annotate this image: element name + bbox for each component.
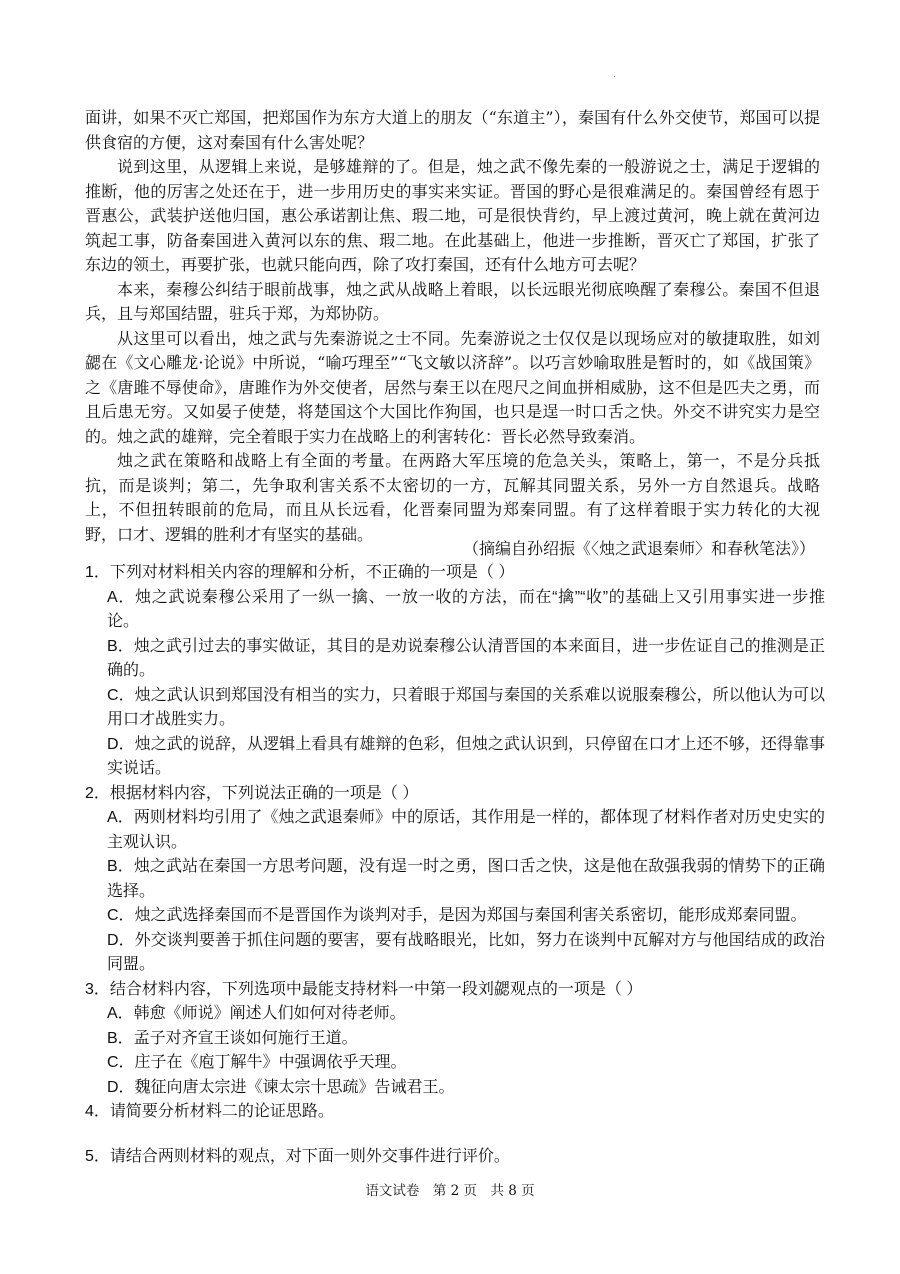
passage-paragraph-3: 本来，秦穆公纠结于眼前战事，烛之武从战略上着眼，以长远眼光彻底唤醒了秦穆公。秦国不但退兵，且与郑国结盟，驻兵于郑，为郑协防。 [85,279,820,323]
option-d: D．外交谈判要善于抓住问题的要害，要有战略眼光，比如，努力在谈判中瓦解对方与他国结成的政治同盟。 [107,931,825,973]
option-b: B．烛之武引过去的事实做证，其目的是劝说秦穆公认清晋国的本来面目，进一步佐证自己的推测是正确的。 [107,637,825,679]
passage-paragraph-5: 烛之武在策略和战略上有全面的考量。在两路大军压境的危急关头，策略上，第一，不是分兵抵抗，而是谈判；第二，先争取利害关系不太密切的一方，瓦解其同盟关系，另外一方自然退兵。战略上，不但扭转眼前的危局，而且从长远看，化晋秦同盟为郑秦同盟。有了这样着眼于实力转化的大视野，口才、逻辑的胜利才有坚实的基础。 [85,451,820,544]
question-stem: 2．根据材料内容，下列说法正确的一项是（ ） [85,784,419,802]
option-b: B．孟子对齐宣王谈如何施行王道。 [107,1029,358,1047]
option-a: A．韩愈《师说》阐述人们如何对待老师。 [107,1005,406,1022]
question-stem: 5．请结合两则材料的观点，对下面一则外交事件进行评价。 [85,1147,510,1165]
option-b: B．烛之武站在秦国一方思考问题，没有逞一时之勇，图口舌之快，这是他在敌强我弱的情势下的正确选择。 [107,858,825,900]
option-c: C．烛之武认识到郑国没有相当的实力，只着眼于郑国与秦国的关系难以说服秦穆公，所以他认为可以用口才战胜实力。 [107,686,825,728]
option-a: A．烛之武说秦穆公采用了一纵一擒、一放一收的方法，而在“擒”“收”的基础上又引用事实进一步推论。 [107,588,825,630]
question-4 [85,1100,825,1125]
question-stem: 1．下列对材料相关内容的理解和分析，不正确的一项是（ ） [85,564,515,581]
option-c: C．烛之武选择秦国而不是晋国作为谈判对手，是因为郑国与秦国利害关系密切，能形成郑秦同盟。 [107,907,807,924]
reading-passage [85,106,820,547]
passage-paragraph-4: 从这里可以看出，烛之武与先秦游说之士不同。先秦游说之士仅仅是以现场应对的敏捷取胜，如刘勰在《文心雕龙·论说》中所说，“喻巧理至”“飞文敏以济辞”。以巧言妙喻取胜是暂时的，如《战国策》之《唐雎不辱使命》，唐雎作为外交使者，居然与秦王以在咫尺之间血拼相威胁，这不但是匹夫之勇，而且后患无穷。又如晏子使楚，将楚国这个大国比作狗国，也只是逞一时口舌之快。外交不讲究实力是空的。烛之武的雄辩，完全着眼于实力在战略上的利害转化：晋长必然导致秦消。 [85,328,820,446]
option-c: C．庄子在《庖丁解牛》中强调依乎天理。 [107,1054,407,1071]
passage-paragraph-1: 面讲，如果不灭亡郑国，把郑国作为东方大道上的朋友（“东道主”），秦国有什么外交使节，郑国可以提供食宿的方便，这对秦国有什么害处呢？ [85,108,820,152]
option-a: A．两则材料均引用了《烛之武退秦师》中的原话，其作用是一样的，都体现了材料作者对历史史实的主观认识。 [107,809,825,851]
question-stem: 4．请简要分析材料二的论证思路。 [85,1103,334,1120]
question-2 [85,782,825,978]
question-5 [85,1145,825,1170]
option-d: D．烛之武的说辞，从逻辑上看具有雄辩的色彩，但烛之武认识到，只停留在口才上还不够，还得靠事实说话。 [107,735,825,777]
question-list [85,561,825,1169]
page-footer: 语文试卷 第 2 页 共 8 页 [365,1183,535,1199]
scan-speck [614,76,615,77]
question-3 [85,978,825,1101]
passage-paragraph-2: 说到这里，从逻辑上来说，是够雄辩的了。但是，烛之武不像先秦的一般游说之士，满足于逻辑的推断，他的厉害之处还在于，进一步用历史的事实来实证。晋国的野心是很难满足的。秦国曾经有恩于晋惠公，武装护送他归国，惠公承诺割让焦、瑕二地，可是很快背约，早上渡过黄河，晚上就在黄河边筑起工事，防备秦国进入黄河以东的焦、瑕二地。在此基础上，他进一步推断，晋灭亡了郑国，扩张了东边的领土，再要扩张，也就只能向西，除了攻打秦国，还有什么地方可去呢？ [85,157,820,274]
passage-source: （摘编自孙绍振《〈烛之武退秦师〉和春秋笔法》） [462,539,815,558]
question-1 [85,561,825,782]
option-d: D．魏征向唐太宗进《谏太宗十思疏》告诫君王。 [107,1078,455,1096]
question-stem: 3．结合材料内容，下列选项中最能支持材料一中第一段刘勰观点的一项是（ ） [85,980,643,998]
